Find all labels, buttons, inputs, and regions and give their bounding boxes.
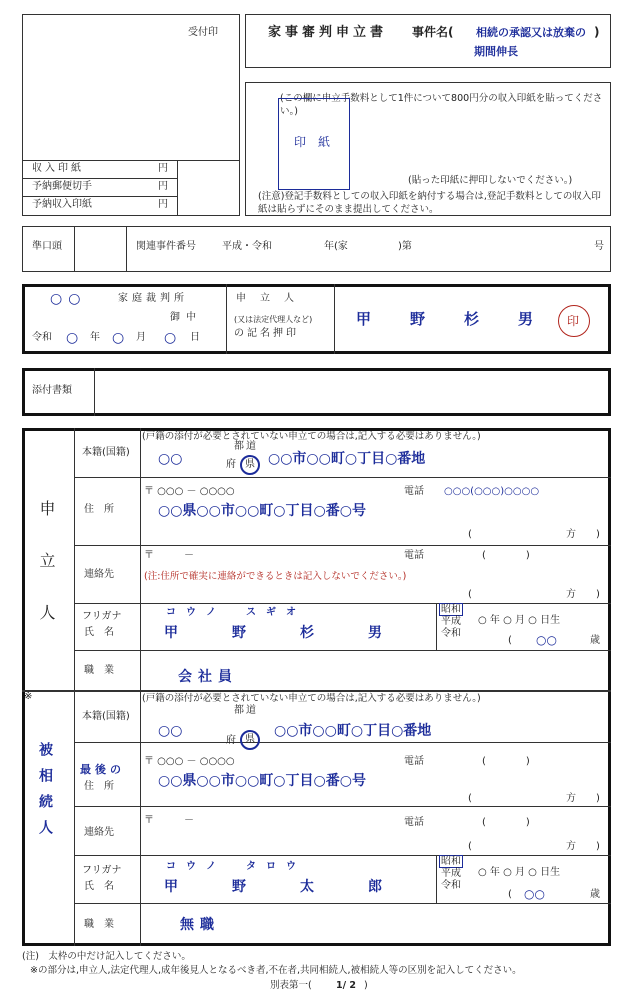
decedent-reiwa: 令和 [441, 880, 461, 891]
applicant-name-label: 氏名 [84, 627, 124, 638]
date-month-val: ○ [112, 330, 125, 346]
applicant-shokugyo: 会社員 [178, 669, 238, 685]
junkou-row [22, 226, 611, 272]
stamp-note: (この欄に申立手数料として1件について800円分の収入印紙を貼ってください。) [280, 93, 603, 117]
applicant-postal: 〒 ○○○ － ○○○○ [144, 486, 235, 497]
decedent-do: 道 [246, 705, 256, 716]
applicant-kata-paren-l: ( [468, 529, 472, 540]
decedent-tel-paren: ( ) [482, 756, 530, 767]
decedent-showa: 昭和 [441, 856, 461, 867]
receipt-label-3: 予納収入印紙 [32, 199, 92, 210]
court-kasai: 家庭裁判所 [118, 293, 188, 304]
related-no: )第 [398, 241, 412, 252]
decedent-renraku-tel: 電話 [404, 817, 424, 828]
case-name-2: 期間伸長 [474, 45, 518, 58]
decedent-jusho-label-1: 最後の [80, 763, 125, 776]
applicant-ken: 県 [245, 459, 255, 470]
applicant-fu: 府 [226, 459, 236, 470]
applicant-renraku-kata-t: 方 [566, 589, 576, 600]
date-month: 月 [136, 332, 146, 343]
applicant-name: 甲 野 杉 男 [164, 625, 402, 641]
decedent-age-l: ( [508, 889, 512, 900]
court-name: ○○ [50, 291, 87, 307]
case-name-1: 相続の承認又は放棄の [476, 26, 586, 39]
decedent-address: ○○県○○市○○町○丁目○番○号 [158, 773, 366, 789]
sign-label-2: (又は法定代理人など) [234, 315, 313, 324]
decedent-renraku-kata: 方 [566, 841, 576, 852]
decedent-furigana-label: フリガナ [82, 865, 122, 876]
applicant-furigana-label: フリガナ [82, 611, 122, 622]
decedent-renraku-kata-l: ( [468, 841, 472, 852]
case-name-label: 事件名( [412, 25, 454, 39]
applicant-age-l: ( [508, 635, 512, 646]
applicant-kata: 方 [566, 529, 576, 540]
decedent-shokugyo-label: 職業 [84, 919, 124, 930]
applicant-renraku-tel: 電話 [404, 550, 424, 561]
sign-label-1: 申立人 [236, 293, 308, 304]
decedent-renraku-paren: ( ) [482, 817, 530, 828]
applicant-heisei: 平成 [441, 616, 461, 627]
koseki-note-decedent: (戸籍の添付が必要とされていない申立ての場合は,記入する必要はありません。) [142, 693, 481, 704]
applicant-sai: 歳 [590, 635, 600, 646]
decedent-kata-l: ( [468, 793, 472, 804]
decedent-tel-label: 電話 [404, 756, 424, 767]
decedent-ken: 県 [245, 734, 255, 745]
junkou-label: 準口頭 [32, 241, 62, 252]
applicant-shokugyo-label: 職業 [84, 665, 124, 676]
applicant-tel-label: 電話 [404, 486, 424, 497]
related-era: 平成・令和 [222, 241, 272, 252]
attachment-label: 添付書類 [32, 385, 72, 396]
applicant-renraku-kata: ( [468, 589, 472, 600]
date-day-val: ○ [164, 330, 177, 346]
decedent-name: 甲 野 太 郎 [164, 879, 402, 895]
stamp-text: 印 紙 [294, 135, 331, 149]
stamp-no-seal: (貼った印紙に押印しないでください。) [408, 175, 573, 186]
applicant-renraku-paren: ( ) [482, 550, 530, 561]
stamp-caution: (注意)登記手数料としての収入印紙を納付する場合は,登記手数料としての収入印紙は貼らずにそのまま提出してください。 [258, 191, 601, 215]
related-case-label: 関連事件番号 [136, 241, 196, 252]
applicant-jusho-label: 住所 [84, 504, 124, 515]
applicant-honseki-addr: ○○市○○町○丁目○番地 [268, 451, 426, 467]
receipt-unit-1: 円 [158, 163, 168, 174]
attachment-box [22, 368, 611, 416]
decedent-age: ○○ [524, 887, 545, 901]
decedent-shokugyo: 無職 [180, 917, 220, 933]
applicant-renraku-note: (注:住所で確実に連絡ができるときは記入しないでください。) [144, 571, 407, 582]
decedent-honseki-label: 本籍(国籍) [82, 711, 130, 722]
applicant-age: ○○ [536, 633, 557, 647]
seal-text: 印 [567, 314, 580, 328]
footer-page: 1/ 2 [336, 980, 356, 991]
date-reiwa: 令和 [32, 332, 52, 343]
applicant-renraku-postal: 〒 － [144, 550, 194, 561]
decedent-sai: 歳 [590, 889, 600, 900]
decedent-furigana: コ ウ ノ タ ロ ウ [166, 861, 296, 872]
court-onchu: 御中 [170, 312, 202, 323]
decedent-mark: ※ [24, 691, 33, 702]
decedent-side-label: 被相続人 [37, 742, 53, 846]
decedent-renraku-kata-r: ) [596, 841, 600, 852]
receipt-label-2: 予納郵便切手 [32, 181, 92, 192]
footer-page-close: ) [364, 980, 368, 991]
related-go: 号 [594, 241, 604, 252]
applicant-renraku-label: 連絡先 [84, 569, 114, 580]
applicant-birth: ○ 年 ○ 月 ○ 日生 [478, 615, 561, 626]
decedent-heisei: 平成 [441, 868, 461, 879]
decedent-kata: 方 [566, 793, 576, 804]
title-box [245, 14, 611, 68]
receipt-label-1: 収入印紙 [32, 163, 84, 174]
footer-page-prefix: 別表第一( [270, 980, 312, 991]
applicant-do: 道 [246, 441, 256, 452]
decedent-honseki-pref: ○○ [158, 723, 183, 739]
decedent-honseki-addr: ○○市○○町○丁目○番地 [274, 723, 432, 739]
related-year: 年(家 [324, 241, 348, 252]
sign-name: 甲 野 杉 男 [356, 310, 546, 328]
applicant-showa: 昭和 [441, 604, 461, 615]
decedent-renraku-postal: 〒 － [144, 815, 194, 826]
date-day: 日 [190, 332, 200, 343]
footer-note-1: (注) 太枠の中だけ記入してください。 [22, 951, 191, 962]
decedent-birth: ○ 年 ○ 月 ○ 日生 [478, 867, 561, 878]
decedent-jusho-label-2: 住所 [84, 781, 124, 792]
page-title: 家事審判申立書 [268, 25, 388, 40]
applicant-address: ○○県○○市○○町○丁目○番○号 [158, 503, 366, 519]
applicant-kata-paren-r: ) [596, 529, 600, 540]
applicant-honseki-label: 本籍(国籍) [82, 447, 130, 458]
applicant-side-label: 申立人 [37, 500, 56, 656]
receipt-unit-3: 円 [158, 199, 168, 210]
decedent-renraku-label: 連絡先 [84, 827, 114, 838]
case-name-close: ) [594, 25, 600, 39]
decedent-to: 都 [234, 705, 244, 716]
footer-note-2: ※の部分は,申立人,法定代理人,成年後見人となるべき者,不在者,共同相続人,被相続人等の区別を記入してください。 [30, 965, 522, 976]
date-year-val: ○ [66, 330, 79, 346]
applicant-tel: ○○○(○○○)○○○○ [444, 486, 540, 497]
applicant-to: 都 [234, 441, 244, 452]
applicant-reiwa: 令和 [441, 628, 461, 639]
date-year: 年 [90, 332, 100, 343]
applicant-renraku-kata-r: ) [596, 589, 600, 600]
decedent-fu: 府 [226, 735, 236, 746]
decedent-kata-r: ) [596, 793, 600, 804]
koseki-note-applicant: (戸籍の添付が必要とされていない申立ての場合は,記入する必要はありません。) [142, 431, 481, 442]
decedent-name-label: 氏名 [84, 881, 124, 892]
applicant-honseki-pref: ○○ [158, 451, 183, 467]
receipt-stamp-label: 受付印 [188, 27, 218, 38]
applicant-furigana: コ ウ ノ ス ギ オ [166, 607, 296, 618]
receipt-unit-2: 円 [158, 181, 168, 192]
decedent-postal: 〒 ○○○ － ○○○○ [144, 756, 235, 767]
sign-label-3: の記名押印 [234, 328, 299, 339]
